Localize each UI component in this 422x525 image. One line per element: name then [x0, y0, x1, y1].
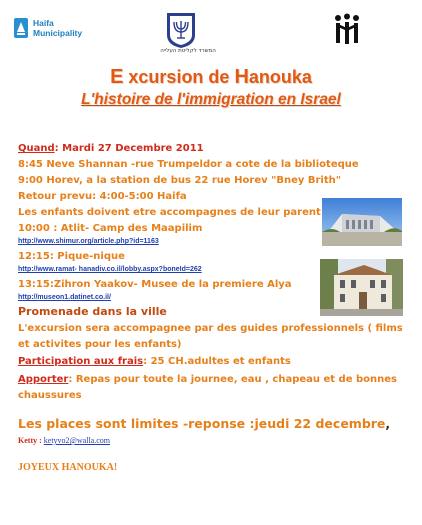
contact-name: Ketty : [18, 436, 44, 445]
joyeux-hanouka: JOYEUX HANOUKA! [18, 462, 118, 473]
title-line-1-cap1: E [110, 66, 124, 88]
retour-line: Retour prevu: 4:00-5:00 Haifa [18, 191, 187, 202]
apporter-value: : Repas pour toute la journee, eau , chapeau et de bonnes [68, 374, 397, 385]
participation-line [18, 355, 291, 368]
atlit-line: 10:00 : Atlit- Camp des Maapilim [18, 223, 203, 234]
apporter-label: Apporter [18, 374, 69, 385]
pique-nique-line: 12:15: Pique-nique [18, 251, 125, 262]
quand-value: : Mardi 27 Decembre 2011 [54, 143, 204, 154]
guides-line-2: et activites pour les enfants) [18, 339, 182, 350]
zihron-line: 13:15:Zihron Yaakov- Musee de la premiere Alya [18, 279, 292, 290]
haifa-logo-line2: Municipality [33, 28, 83, 38]
participation-label: Participation aux frais [18, 356, 144, 367]
quand-label: Quand [18, 143, 55, 154]
contact-email-link[interactable]: ketyvo2@walla.com [43, 436, 111, 445]
enfants-line: Les enfants doivent etre accompagnes de leur parent [18, 207, 321, 218]
museon-link[interactable]: http://museon1.datinet.co.il/ [18, 294, 111, 301]
quand-line [18, 142, 204, 155]
menorah-emblem-icon [161, 11, 201, 49]
title-line-1-mid: xcursion de [123, 67, 235, 87]
participation-value: : 25 CH.adultes et enfants [143, 356, 291, 367]
haifa-municipality-logo [13, 15, 83, 43]
schedule-0845: 8:45 Neve Shannan -rue Trumpeldor a cote de la biblioteque [18, 159, 359, 170]
title-line-1-end: anouka [248, 67, 312, 87]
shimur-link[interactable]: http://www.shimur.org/article.php?id=1163 [18, 238, 159, 245]
apporter-continued: chaussures [18, 390, 82, 401]
contact-line [18, 434, 110, 447]
guides-line-1: L'excursion sera accompagnee par des guides professionnels ( films [18, 323, 403, 334]
title-line-2: L'histoire de l'immigration en Israel [81, 91, 341, 108]
schedule-0900: 9:00 Horev, a la station de bus 22 rue Horev "Bney Brith" [18, 175, 341, 186]
places-line [18, 417, 390, 430]
promenade-line: Promenade dans la ville [18, 305, 167, 318]
ministry-caption: המשרד לקליטת העלייה [160, 48, 216, 54]
title-line-1 [0, 66, 422, 89]
museum-building-photo [320, 259, 403, 316]
ramat-hanadiv-link[interactable]: http://www.ramat- hanadiv.co.il/lobby.aspx?boneId=262 [18, 266, 202, 273]
camp-building-photo [322, 198, 402, 246]
people-symbol-icon [333, 13, 361, 45]
haifa-logo-line1: Haifa [33, 18, 54, 28]
apporter-line [18, 373, 397, 386]
places-text: Les places sont limites -reponse :jeudi 22 decembre [18, 416, 386, 431]
organization-logo [333, 13, 361, 45]
haifa-logo-icon [13, 17, 29, 39]
places-comma: , [385, 416, 391, 431]
title-line-1-cap2: H [234, 66, 249, 88]
state-emblem-logo [161, 11, 201, 49]
